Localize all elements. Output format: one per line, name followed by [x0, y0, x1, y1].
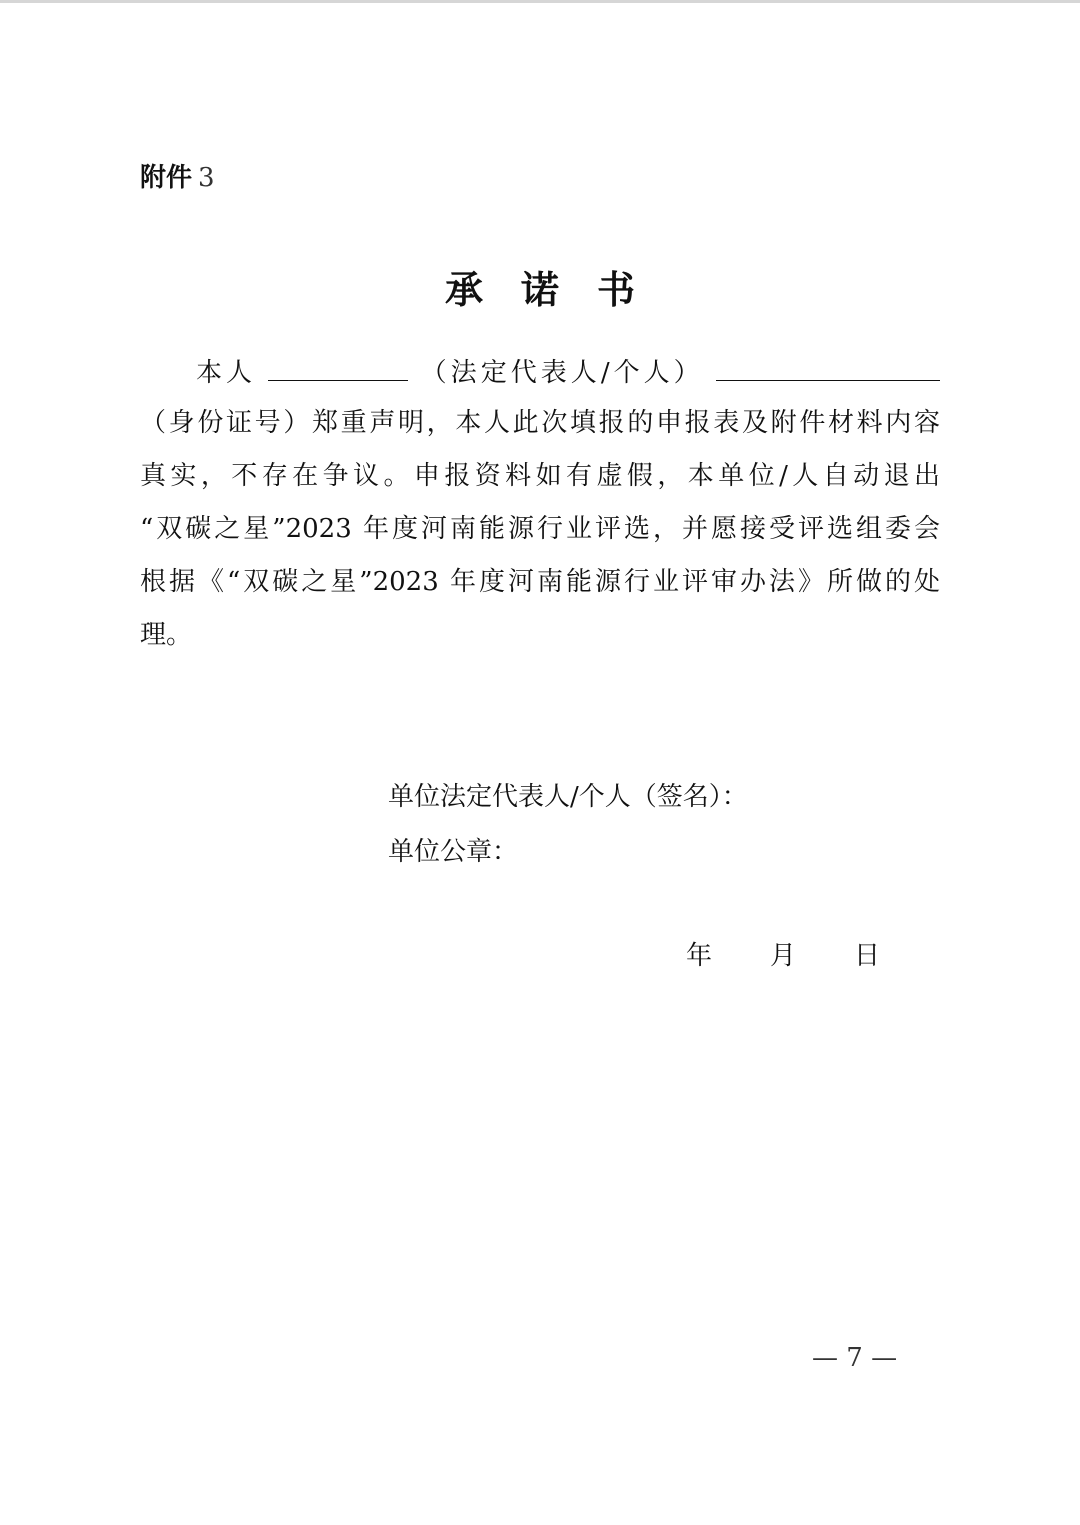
date-day: 日	[854, 941, 881, 971]
date-year: 年	[686, 941, 713, 971]
top-border	[0, 0, 1080, 3]
body-line-1-role: （法定代表人/个人）	[420, 358, 704, 388]
body-line-4: “双碳之星”2023 年度河南能源行业评选，并愿接受评选组委会	[140, 514, 940, 544]
date-line	[686, 938, 880, 974]
attachment-text: 附件	[140, 163, 193, 193]
date-month: 月	[770, 941, 797, 971]
body-line-2: （身份证号）郑重声明，本人此次填报的申报表及附件材料内容	[140, 408, 940, 438]
seal-label: 单位公章：	[388, 837, 519, 867]
attachment-number: 3	[198, 163, 215, 193]
id-number-blank[interactable]	[716, 352, 940, 381]
signer-label: 单位法定代表人/个人（签名）：	[388, 782, 748, 812]
body-line-5: 根据《“双碳之星”2023 年度河南能源行业评审办法》所做的处	[140, 567, 940, 597]
body-line-3: 真实，不存在争议。申报资料如有虚假，本单位/人自动退出	[140, 461, 940, 491]
body-line-6: 理。	[140, 620, 193, 650]
body-line-1	[196, 352, 940, 391]
page-number: — 7 —	[812, 1343, 898, 1373]
attachment-label	[140, 160, 215, 196]
name-blank[interactable]	[268, 352, 408, 381]
document-title: 承诺书	[444, 267, 673, 312]
body-line-1-start: 本人	[196, 358, 257, 388]
